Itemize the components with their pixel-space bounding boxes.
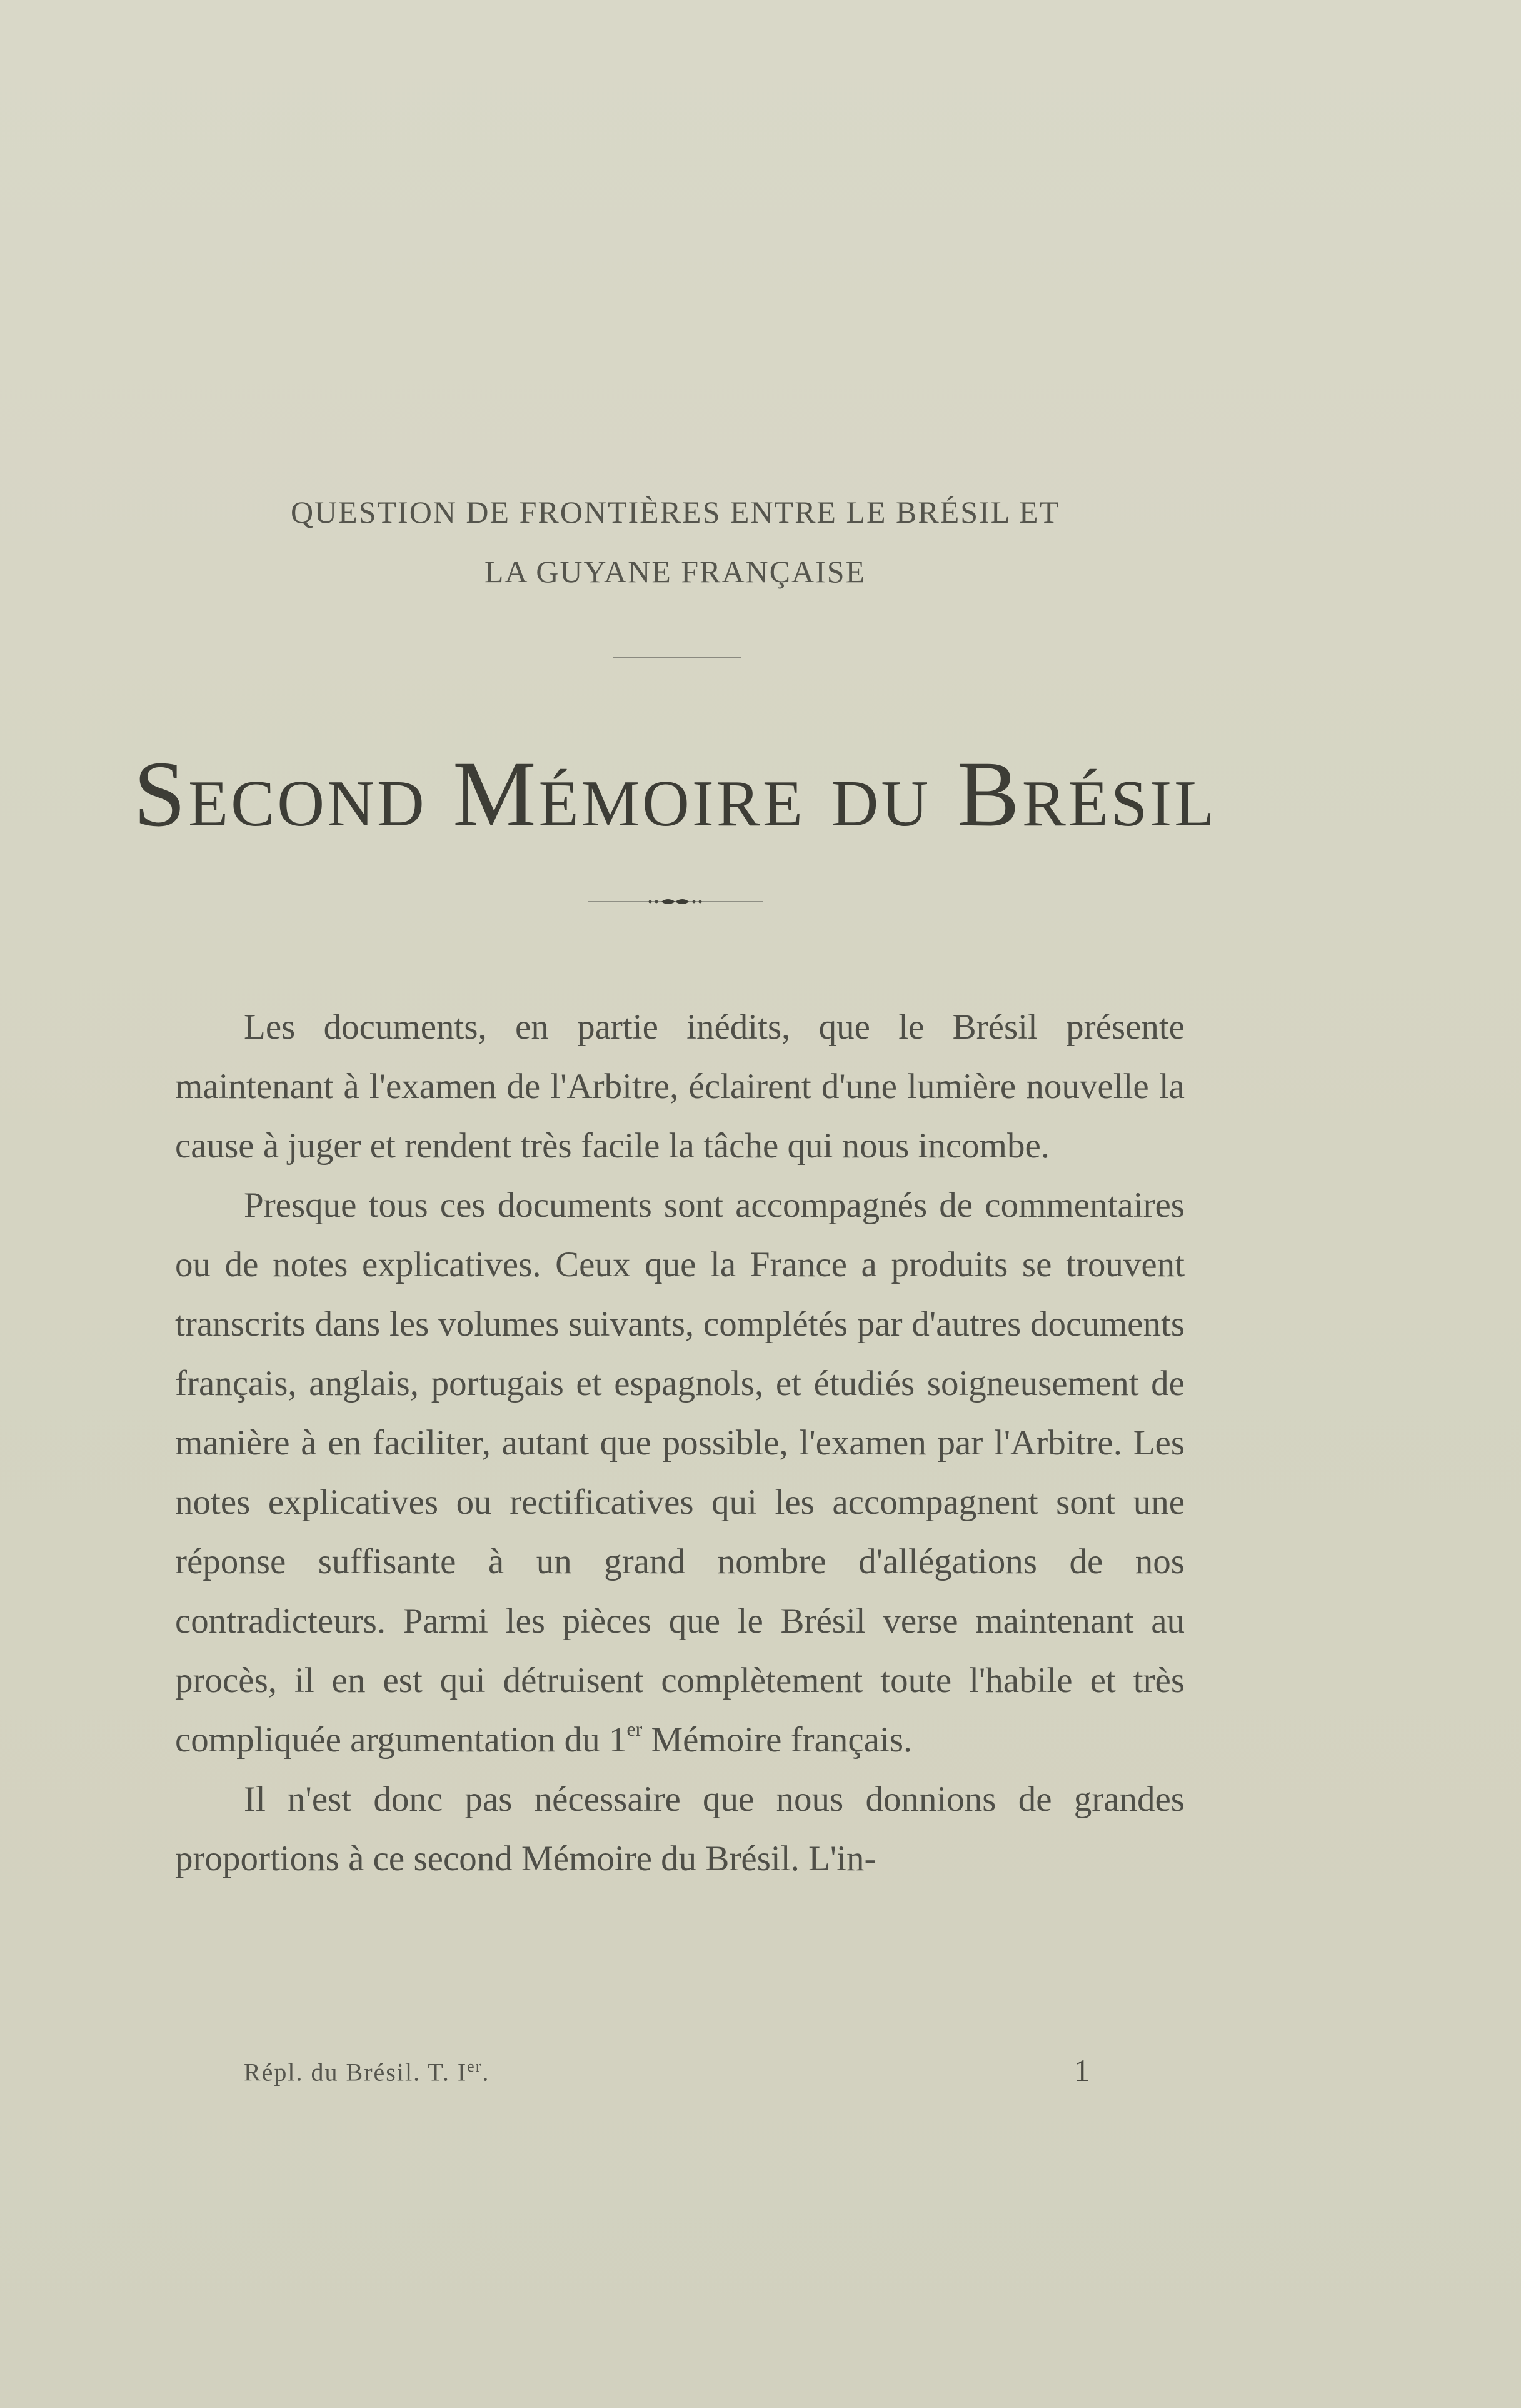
header-divider (613, 657, 741, 658)
paragraph-2-text: Presque tous ces documents sont accompagnés de commentaires ou de notes explicatives. Ceux que la France a produits se trouvent transcrits dans les volumes suivants, complétés par d'autres documents français, anglais, portugais et espagnols, et étudiés soigneusement de manière à en faciliter, autant que possible, l'examen par l'Arbitre. Les notes explicatives ou rectificatives qui les accompagnent sont une réponse suffisante à un grand nombre d'allégations de nos contradicteurs. Parmi les pièces que le Brésil verse maintenant au procès, il en est qui détruisent complètement toute l'habile et très compliquée argumentation du 1 (175, 1186, 1185, 1760)
page-title: Second Mémoire du Brésil (133, 742, 1217, 846)
footer-signature-text: Répl. du Brésil. T. I (244, 2058, 468, 2087)
paragraph-2-end: Mémoire français. (642, 1720, 913, 1760)
paragraph-1: Les documents, en partie inédits, que le Brésil présente maintenant à l'examen de l'Arbitre, éclairent d'une lumière nouvelle la cause à juger et rendent très facile la tâche qui nous incombe. (175, 1007, 1185, 1166)
body-text (175, 997, 1185, 1888)
paragraph-2-superscript: er (626, 1718, 643, 1740)
paragraph-2 (175, 1176, 1185, 1770)
ornament-divider-icon (588, 894, 763, 909)
header-line-2: LA GUYANE FRANÇAISE (484, 554, 866, 589)
footer-signature-end: . (482, 2058, 490, 2087)
paragraph-3: Il n'est donc pas nécessaire que nous donnions de grandes proportions à ce second Mémoire du Brésil. L'in- (175, 1780, 1185, 1878)
header-line-1: QUESTION DE FRONTIÈRES ENTRE LE BRÉSIL ET (290, 495, 1060, 530)
footer-signature (244, 2057, 489, 2087)
footer-signature-superscript: er (467, 2057, 483, 2075)
page-number: 1 (1074, 2053, 1090, 2088)
